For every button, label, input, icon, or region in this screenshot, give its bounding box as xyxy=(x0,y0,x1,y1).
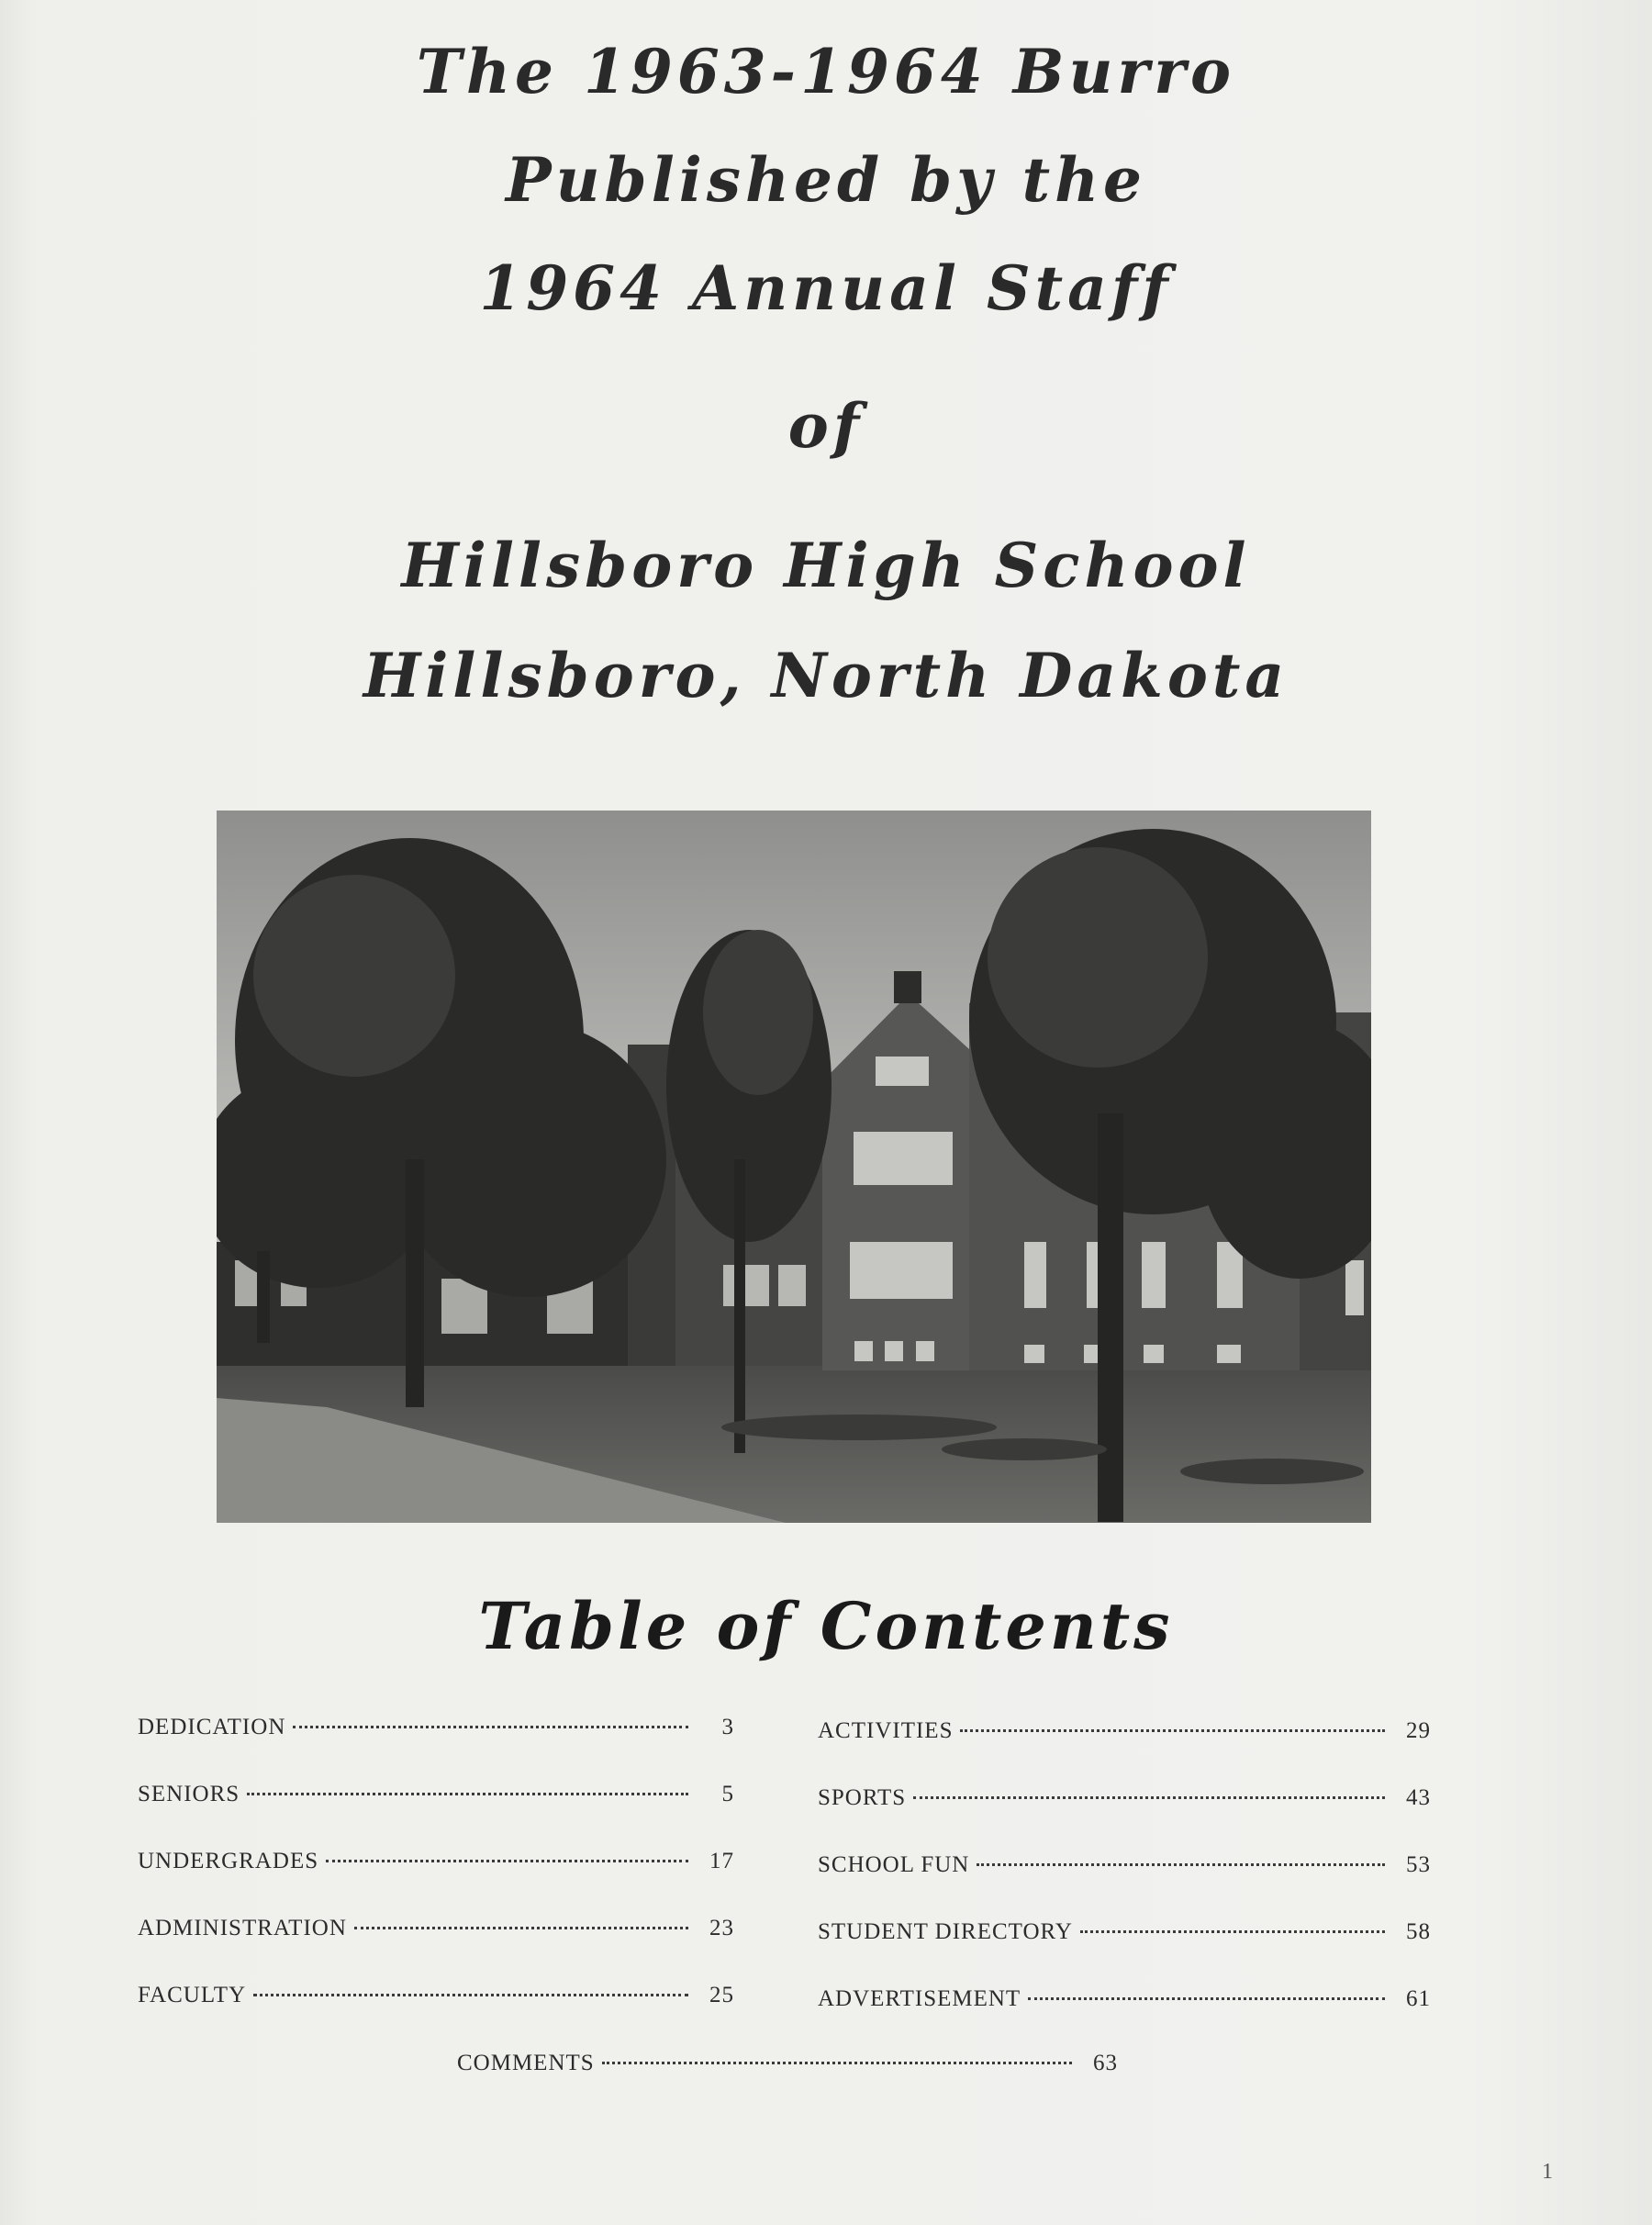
toc-leader xyxy=(326,1860,688,1862)
toc-entry[interactable] xyxy=(138,1916,734,1983)
toc-label: ADMINISTRATION xyxy=(138,1916,347,1940)
school-name: Hillsboro High School xyxy=(401,530,1251,601)
toc-entry[interactable] xyxy=(818,1785,1431,1852)
toc-label: DEDICATION xyxy=(138,1715,286,1739)
toc-page-number: 61 xyxy=(1406,1986,1431,2011)
toc-entry[interactable] xyxy=(818,1986,1431,2053)
toc-page-number: 5 xyxy=(721,1782,734,1806)
toc-entry[interactable] xyxy=(818,1919,1431,1986)
school-location: Hillsboro, North Dakota xyxy=(363,640,1289,711)
toc-entry[interactable] xyxy=(138,1983,734,2050)
title-line-1: The 1963-1964 Burro xyxy=(416,36,1236,107)
title-line-2: Published by the xyxy=(505,144,1147,216)
toc-heading: Table of Contents xyxy=(478,1588,1174,1664)
toc-leader xyxy=(354,1927,688,1929)
title-line-4: of xyxy=(787,390,865,462)
toc-label: UNDERGRADES xyxy=(138,1849,319,1873)
toc-leader xyxy=(1080,1930,1385,1933)
title-line-3: 1964 Annual Staff xyxy=(479,252,1173,324)
toc-entry[interactable] xyxy=(818,1718,1431,1785)
toc-label: STUDENT DIRECTORY xyxy=(818,1919,1073,1944)
toc-leader xyxy=(913,1796,1385,1799)
school-building-photo xyxy=(217,811,1371,1523)
toc-label: SPORTS xyxy=(818,1785,907,1810)
toc-right-column xyxy=(818,1718,1431,2053)
toc-entry[interactable] xyxy=(457,2051,1118,2118)
toc-leader xyxy=(253,1994,688,1996)
toc-leader xyxy=(977,1863,1385,1866)
toc-leader xyxy=(247,1793,688,1795)
toc-label: SCHOOL FUN xyxy=(818,1852,970,1877)
toc-label: ADVERTISEMENT xyxy=(818,1986,1021,2011)
toc-page-number: 23 xyxy=(709,1916,734,1940)
toc-label: SENIORS xyxy=(138,1782,240,1806)
toc-page-number: 58 xyxy=(1406,1919,1431,1944)
toc-page-number: 29 xyxy=(1406,1718,1431,1743)
page-number: 1 xyxy=(1542,2160,1553,2184)
toc-entry[interactable] xyxy=(818,1852,1431,1919)
toc-comments-row xyxy=(457,2051,1118,2118)
toc-leader xyxy=(1028,1997,1385,2000)
toc-page-number: 63 xyxy=(1093,2051,1118,2075)
toc-page-number: 25 xyxy=(709,1983,734,2007)
toc-leader xyxy=(960,1729,1385,1732)
toc-page-number: 17 xyxy=(709,1849,734,1873)
toc-leader xyxy=(602,2062,1072,2064)
toc-label: FACULTY xyxy=(138,1983,247,2007)
toc-leader xyxy=(293,1726,688,1728)
toc-entry[interactable] xyxy=(138,1849,734,1916)
toc-page-number: 43 xyxy=(1406,1785,1431,1810)
toc-label: COMMENTS xyxy=(457,2051,595,2075)
toc-page-number: 3 xyxy=(721,1715,734,1739)
toc-label: ACTIVITIES xyxy=(818,1718,954,1743)
toc-left-column xyxy=(138,1715,734,2050)
toc-entry[interactable] xyxy=(138,1782,734,1849)
toc-page-number: 53 xyxy=(1406,1852,1431,1877)
toc-entry[interactable] xyxy=(138,1715,734,1782)
